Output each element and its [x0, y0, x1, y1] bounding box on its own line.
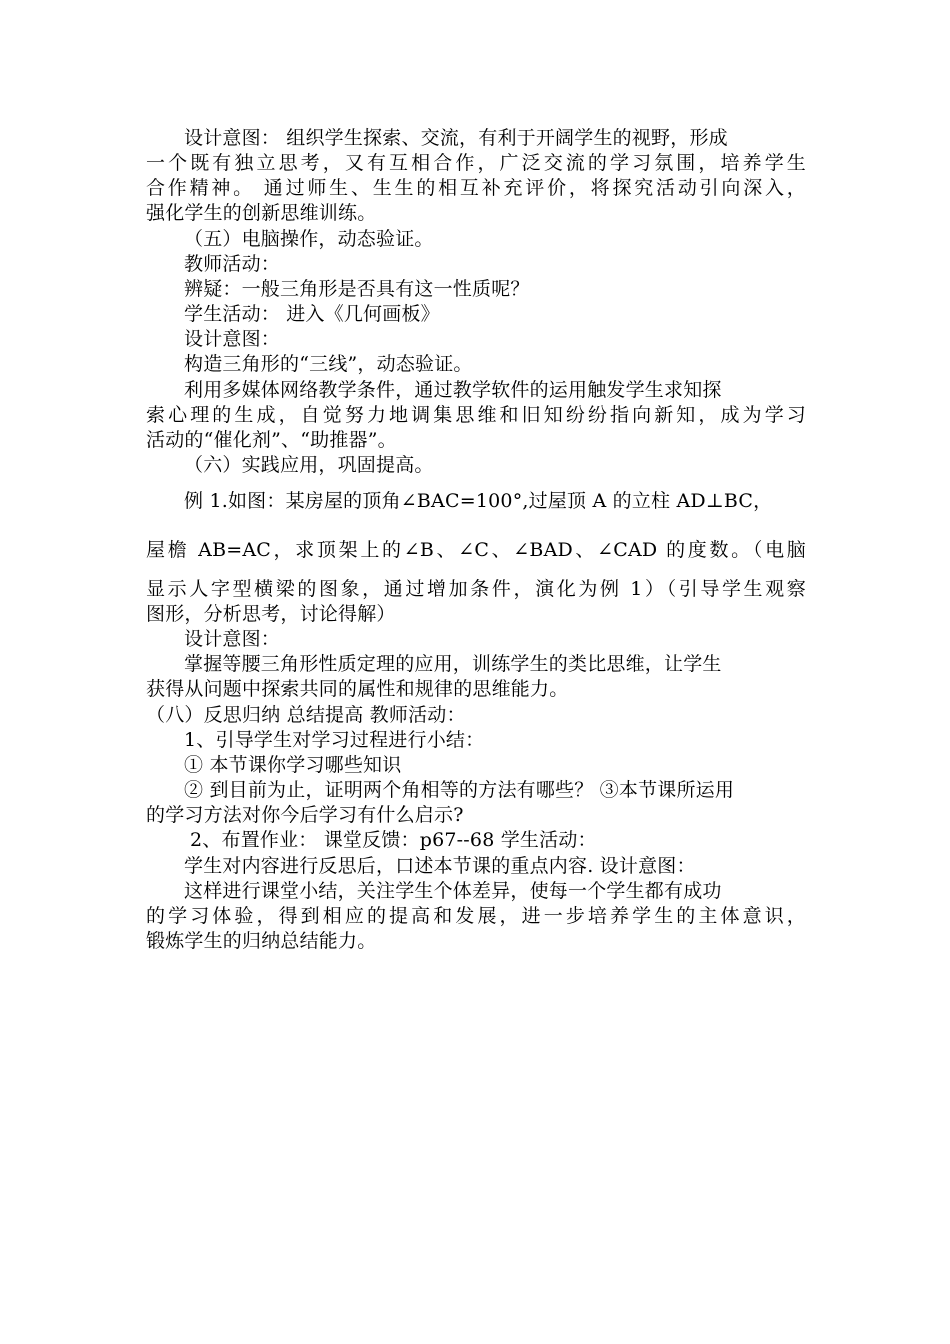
text-line: 的学习体验，得到相应的提高和发展，进一步培养学生的主体意识， — [146, 905, 806, 927]
text-line: 合作精神。 通过师生、生生的相互补充评价，将探究活动引向深入， — [146, 177, 806, 199]
text-line: 教师活动： — [184, 253, 281, 275]
section-heading: （六）实践应用，巩固提高。 — [184, 454, 434, 476]
example-line: 例 1.如图：某房屋的顶角∠BAC=100°,过屋顶 A 的立柱 AD⊥BC， — [184, 490, 773, 512]
text-line: 图形，分析思考，讨论得解） — [146, 603, 396, 625]
text-line: 显示人字型横梁的图象，通过增加条件，演化为例 1）（引导学生观察 — [146, 578, 806, 600]
text-line: 1、引导学生对学习过程进行小结： — [184, 729, 485, 751]
text-line: ② 到目前为止，证明两个角相等的方法有哪些？ ③本节课所运用 — [184, 779, 735, 801]
text-line: 设计意图： 组织学生探索、交流，有利于开阔学生的视野，形成 — [184, 127, 728, 149]
text-line: 获得从问题中探索共同的属性和规律的思维能力。 — [146, 678, 569, 700]
text-line: 一个既有独立思考，又有互相合作，广泛交流的学习氛围，培养学生 — [146, 152, 806, 174]
text-line: 索心理的生成，自觉努力地调集思维和旧知纷纷指向新知，成为学习 — [146, 404, 806, 426]
text-line: 活动的“催化剂”、“助推器”。 — [146, 429, 397, 451]
text-line: 强化学生的创新思维训练。 — [146, 202, 377, 224]
text-line: 学生对内容进行反思后，口述本节课的重点内容. 设计意图： — [184, 855, 696, 877]
text-line: 这样进行课堂小结，关注学生个体差异，使每一个学生都有成功 — [184, 880, 722, 902]
text-line: 的学习方法对你今后学习有什么启示? — [146, 804, 464, 826]
text-line: 学生活动： 进入《几何画板》 — [184, 303, 440, 325]
text-line: 设计意图： — [184, 328, 281, 350]
text-line: 构造三角形的“三线”，动态验证。 — [184, 353, 473, 375]
text-line: ① 本节课你学习哪些知识 — [184, 754, 402, 776]
text-line: 辨疑：一般三角形是否具有这一性质呢？ — [184, 278, 530, 300]
text-line: 锻炼学生的归纳总结能力。 — [146, 930, 377, 952]
text-line: 掌握等腰三角形性质定理的应用，训练学生的类比思维，让学生 — [184, 653, 722, 675]
text-line: 设计意图： — [184, 628, 281, 650]
example-line: 屋檐 AB=AC，求顶架上的∠B、∠C、∠BAD、∠CAD 的度数。（电脑 — [146, 539, 806, 561]
section-heading: （八）反思归纳 总结提高 教师活动： — [146, 704, 466, 726]
section-heading: （五）电脑操作，动态验证。 — [184, 228, 434, 250]
text-line: 2、布置作业： 课堂反馈：p67--68 学生活动： — [190, 829, 597, 851]
text-line: 利用多媒体网络教学条件，通过教学软件的运用触发学生求知探 — [184, 379, 722, 401]
